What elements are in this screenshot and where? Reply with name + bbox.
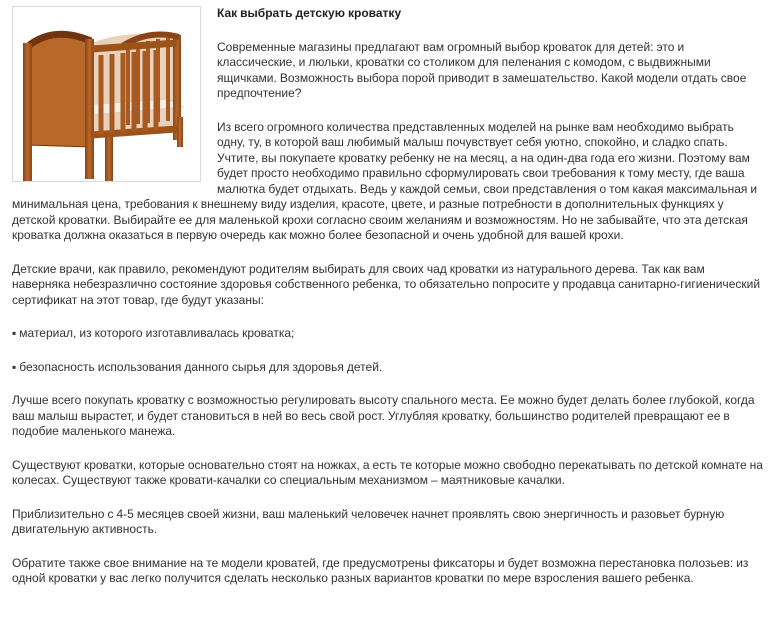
crib-image [12, 6, 201, 182]
list-item-safety: ▪ безопасность использования данного сырья для здоровья детей. [12, 359, 383, 374]
crib-illustration [13, 7, 200, 181]
paragraph-types: Существуют кроватки, которые основательно стоят на ножках, а есть те которые можно свободно перекатывать по детской комнате на колесах. Существуют также кровати-качалки со специальным механизмом – маятниковые качалки. [12, 457, 763, 487]
paragraph-activity: Приблизительно с 4-5 месяцев своей жизни, ваш маленький человечек начнет проявлять свою энергичность и разовьет бурную двигательную активность. [12, 506, 725, 536]
paragraph-doctors: Детские врачи, как правило, рекомендуют родителям выбирать для своих чад кроватки из натурального дерева. Так как вам наверняка небезразлично состояние здоровья собственного ребенка, то обязательно попросите у продавца санитарно-гигиенический сертификат на этот товар, где будут указаны: [12, 261, 761, 307]
paragraph-intro: Современные магазины предлагают вам огромный выбор кроваток для детей: это и классические, и люльки, кроватки со столиком для пеленания с комодом, с выдвижными ящичками. Возможность выбора порой приводит в замешательство. Какой модели отдать свое предпочтение? [217, 39, 747, 100]
paragraph-choice: Из всего огромного количества представленных моделей на рынке вам необходимо выбрать одну, ту, в которой ваш любимый малыш почувствует себя уютно, спокойно, и сладко спать. Учтите, вы покупаете кроватку ребенку не на месяц, а на один-два года его жизни. Поэтому вам будет просто необходимо правильно сформулировать свои требования к тому месту, где ваша малютка будет отдыхать. Ведь у каждой семьи, свои представления о том какая максимальная и минимальная цена, требования к внешнему виду изделия, красоте, цвете, и разные потребности в дополнительных функциях у детской кроватки. Выбирайте ее для маленькой крохи согласно своим желаниям и возможностям. Но не забывайте, что эта детская кроватка должна оказаться в первую очередь как можно более безопасной и очень удобной для вашей крохи. [12, 119, 758, 242]
paragraph-height: Лучше всего покупать кроватку с возможностью регулировать высоту спального места. Ее можно будет делать более глубокой, когда ваш малыш вырастет, и будет становиться в ней во весь свой рост. Углубляя кроватку, большинство родителей превращают ее в подобие маленького манежа. [12, 393, 755, 438]
article [12, 0, 764, 605]
list-item-material: ▪ материал, из которого изготавливалась кроватка; [12, 326, 295, 340]
article-title: Как выбрать детскую кроватку [217, 6, 402, 20]
paragraph-fixators: Обратите также свое внимание на те модели кроватей, где предусмотрены фиксаторы и будет возможна перестановка полозьев: из одной кроватки у вас легко получится сделать несколько разных вариантов кроватки по мере взросления вашего ребенка. [12, 555, 749, 585]
